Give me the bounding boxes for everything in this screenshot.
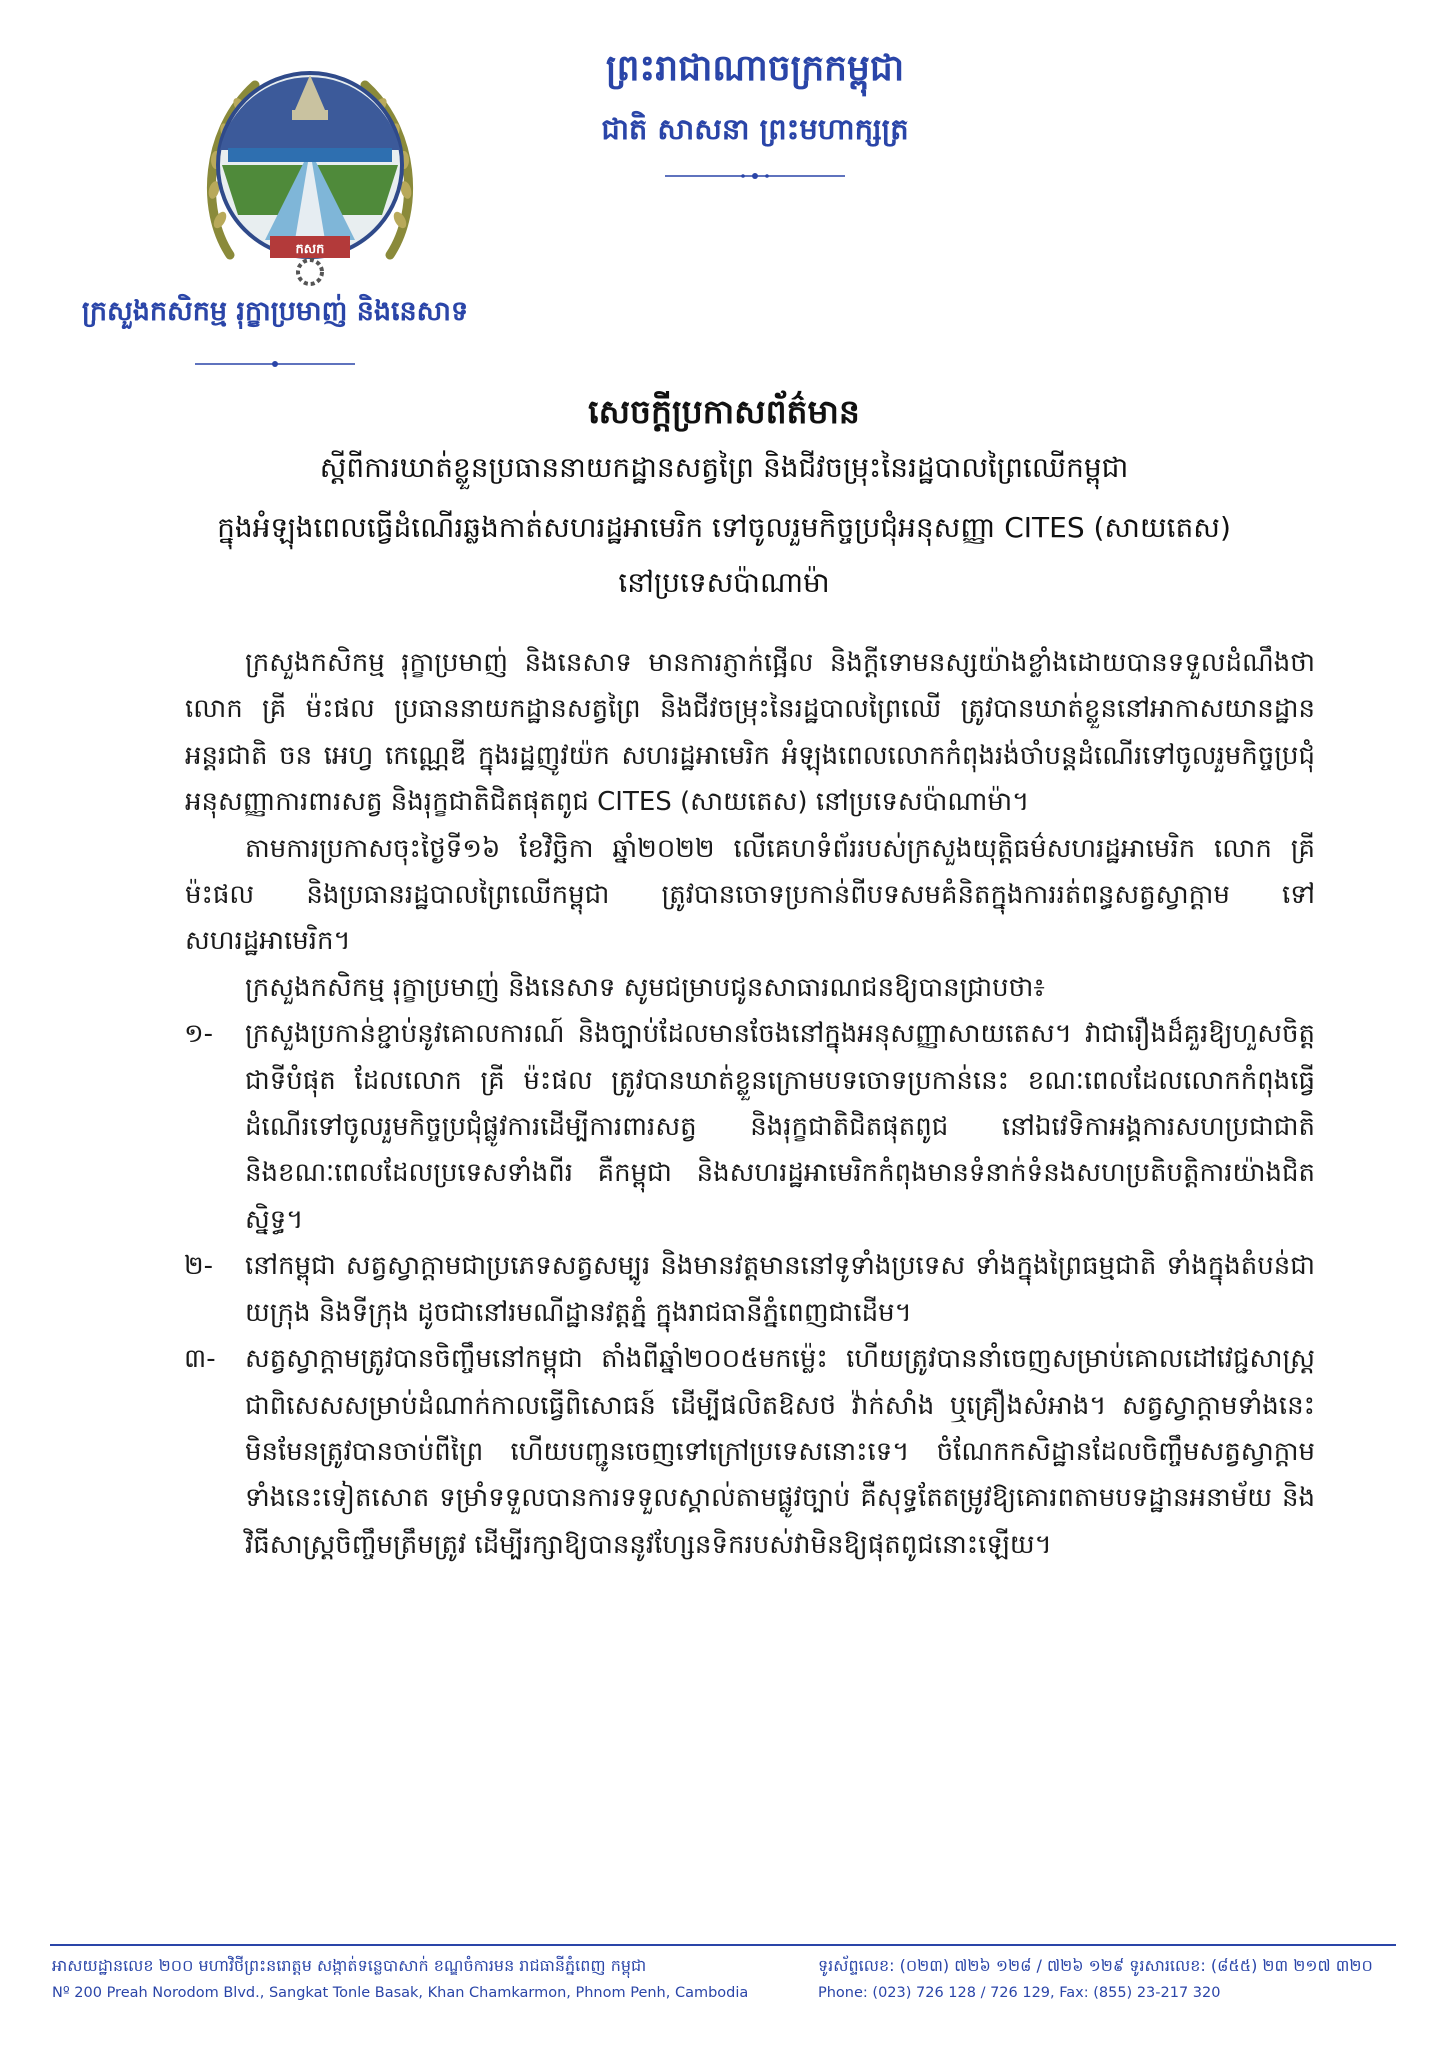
paragraph-1: ក្រសួងកសិកម្ម រុក្ខាប្រមាញ់ និងនេសាទ មានការភ្ញាក់ផ្អើល និងក្តីទោមនស្សយ៉ាងខ្លាំងដោយបានទទួលដំណឹងថា លោក គ្រី ម៉ះផល ប្រធាននាយកដ្ឋានសត្វព្រៃ និងជីវចម្រុះនៃរដ្ឋបាលព្រៃឈើ ត្រូវបានឃាត់ខ្លួននៅអាកាសយានដ្ឋានអន្តរជាតិ ចន អេហ្វ កេណ្ណេឌី ក្នុងរដ្ឋញូវយ៉ក សហរដ្ឋអាមេរិក អំឡុងពេលលោកកំពុងរង់ចាំបន្តដំណើរទៅចូលរួមកិច្ចប្រជុំអនុសញ្ញាការពារសត្វ និងរុក្ខជាតិជិតផុតពូជ CITES (សាយតេស) នៅប្រទេសប៉ាណាម៉ា។ xyxy=(185,648,1315,818)
motto-divider xyxy=(665,170,845,182)
list-item xyxy=(185,1011,1315,1243)
subtitle-line-2: ក្នុងអំឡុងពេលធ្វើដំណើរឆ្លងកាត់សហរដ្ឋអាមេរិក ទៅចូលរួមកិច្ចប្រជុំអនុសញ្ញា CITES (សាយតេស) xyxy=(217,511,1231,544)
kingdom-title: ព្រះរាជាណាចក្រកម្ពុជា xyxy=(605,48,905,89)
ministry-name: ក្រសួងកសិកម្ម រុក្ខាប្រមាញ់ និងនេសាទ xyxy=(81,296,469,327)
list-text: នៅកម្ពុជា សត្វស្វាក្ដាមជាប្រភេទសត្វសម្បូរ និងមានវត្តមាននៅទូទាំងប្រទេស ទាំងក្នុងព្រៃធម្មជាតិ ទាំងក្នុងតំបន់ជាយក្រុង និងទីក្រុង ដូចជានៅរមណីដ្ឋានវត្តភ្នំ ក្នុងរាជធានីភ្នំពេញជាដើម។ xyxy=(245,1251,1315,1328)
subtitle-line-1: ស្ដីពីការឃាត់ខ្លួនប្រធាននាយកដ្ឋានសត្វព្រៃ និងជីវចម្រុះនៃរដ្ឋបាលព្រៃឈើកម្ពុជា xyxy=(319,451,1129,484)
footer-divider xyxy=(50,1944,1396,1946)
ministry-emblem xyxy=(160,40,460,290)
list-text: សត្វស្វាក្ដាមត្រូវបានចិញ្ចឹមនៅកម្ពុជា តាំងពីឆ្នាំ២០០៥មកម្ល៉េះ ហើយត្រូវបាននាំចេញសម្រាប់គោលដៅវេជ្ជសាស្ត្រ ជាពិសេសសម្រាប់ដំណាក់កាលធ្វើពិសោធន៍ ដើម្បីផលិតឱសថ វ៉ាក់សាំង ឬគ្រឿងសំអាង។ សត្វស្វាក្ដាមទាំងនេះមិនមែនត្រូវបានចាប់ពីព្រៃ ហើយបញ្ជូនចេញទៅក្រៅប្រទេសនោះទេ។ ចំណែកកសិដ្ឋានដែលចិញ្ចឹមសត្វស្វាក្ដាមទាំងនេះទៀតសោត ទម្រាំទទួលបានការទទួលស្គាល់តាមផ្លូវច្បាប់ គឺសុទ្ធតែតម្រូវឱ្យគោរពតាមបទដ្ឋានអនាម័យ និងវិធីសាស្ត្រចិញ្ចឹមត្រឹមត្រូវ ដើម្បីរក្សាឱ្យបាននូវហ្សែនទិករបស់វាមិនឱ្យផុតពូជនោះឡើយ។ xyxy=(245,1344,1315,1560)
subtitle-line-3: នៅប្រទេសប៉ាណាម៉ា xyxy=(618,566,830,599)
paragraph-3: ក្រសួងកសិកម្ម រុក្ខាប្រមាញ់ និងនេសាទ សូមជម្រាបជូនសាធារណជនឱ្យបានជ្រាបថា៖ xyxy=(245,972,1045,1003)
body-text xyxy=(185,640,1315,1568)
emblem-text: កសក xyxy=(295,242,325,257)
press-release-heading: សេចក្ដីប្រកាសព័ត៌មាន xyxy=(588,392,860,431)
paragraph-2: តាមការប្រកាសចុះថ្ងៃទី១៦ ខែវិច្ឆិកា ឆ្នាំ២០២២ លើគេហទំព័ររបស់ក្រសួងយុត្តិធម៌សហរដ្ឋអាមេរិក លោក គ្រី ម៉ះផល និងប្រធានរដ្ឋបាលព្រៃឈើកម្ពុជា ត្រូវបានចោទប្រកាន់ពីបទសមគំនិតក្នុងការរត់ពន្ធសត្វស្វាក្ដាម ទៅសហរដ្ឋអាមេរិក។ xyxy=(185,833,1315,957)
footer-phone-english: Phone: (023) 726 128 / 726 129, Fax: (855) 23-217 320 xyxy=(818,1985,1221,2001)
list-item xyxy=(185,1336,1315,1568)
footer-phone-khmer: ទូរស័ព្ទលេខ: (០២៣) ៧២៦ ១២៨ / ៧២៦ ១២៩ ទូរសារលេខ: (៨៥៥) ២៣ ២១៧ ៣២០ xyxy=(818,1956,1373,1975)
list-text: ក្រសួងប្រកាន់ខ្ជាប់នូវគោលការណ៍ និងច្បាប់ដែលមានចែងនៅក្នុងអនុសញ្ញាសាយតេស។ វាជារឿងដ៏គួរឱ្យហួសចិត្តជាទីបំផុត ដែលលោក គ្រី ម៉ះផល ត្រូវបានឃាត់ខ្លួនក្រោមបទចោទប្រកាន់នេះ ខណៈពេលដែលលោកកំពុងធ្វើដំណើរទៅចូលរួមកិច្ចប្រជុំផ្លូវការដើម្បីការពារសត្វ និងរុក្ខជាតិជិតផុតពូជ នៅឯវេទិកាអង្គការសហប្រជាជាតិ និងខណៈពេលដែលប្រទេសទាំងពីរ គឺកម្ពុជា និងសហរដ្ឋអាមេរិកកំពុងមានទំនាក់ទំនងសហប្រតិបត្តិការយ៉ាងជិតស្និទ្ធ។ xyxy=(245,1019,1315,1235)
footer-address-khmer: អាសយដ្ឋានលេខ ២០០ មហាវិថីព្រះនរោត្តម សង្កាត់ទន្លេបាសាក់ ខណ្ឌចំការមន រាជធានីភ្នំពេញ កម្ពុជា xyxy=(52,1956,647,1975)
ministry-divider xyxy=(195,358,355,370)
national-motto: ជាតិ សាសនា ព្រះមហាក្សត្រ xyxy=(601,112,909,146)
list-number: ២- xyxy=(184,1251,214,1282)
list-number: ១- xyxy=(184,1019,214,1050)
list-item xyxy=(185,1243,1315,1336)
list-number: ៣- xyxy=(184,1344,216,1375)
footer-address-english: Nº 200 Preah Norodom Blvd., Sangkat Tonle Basak, Khan Chamkarmon, Phnom Penh, Cambodia xyxy=(52,1985,749,2001)
